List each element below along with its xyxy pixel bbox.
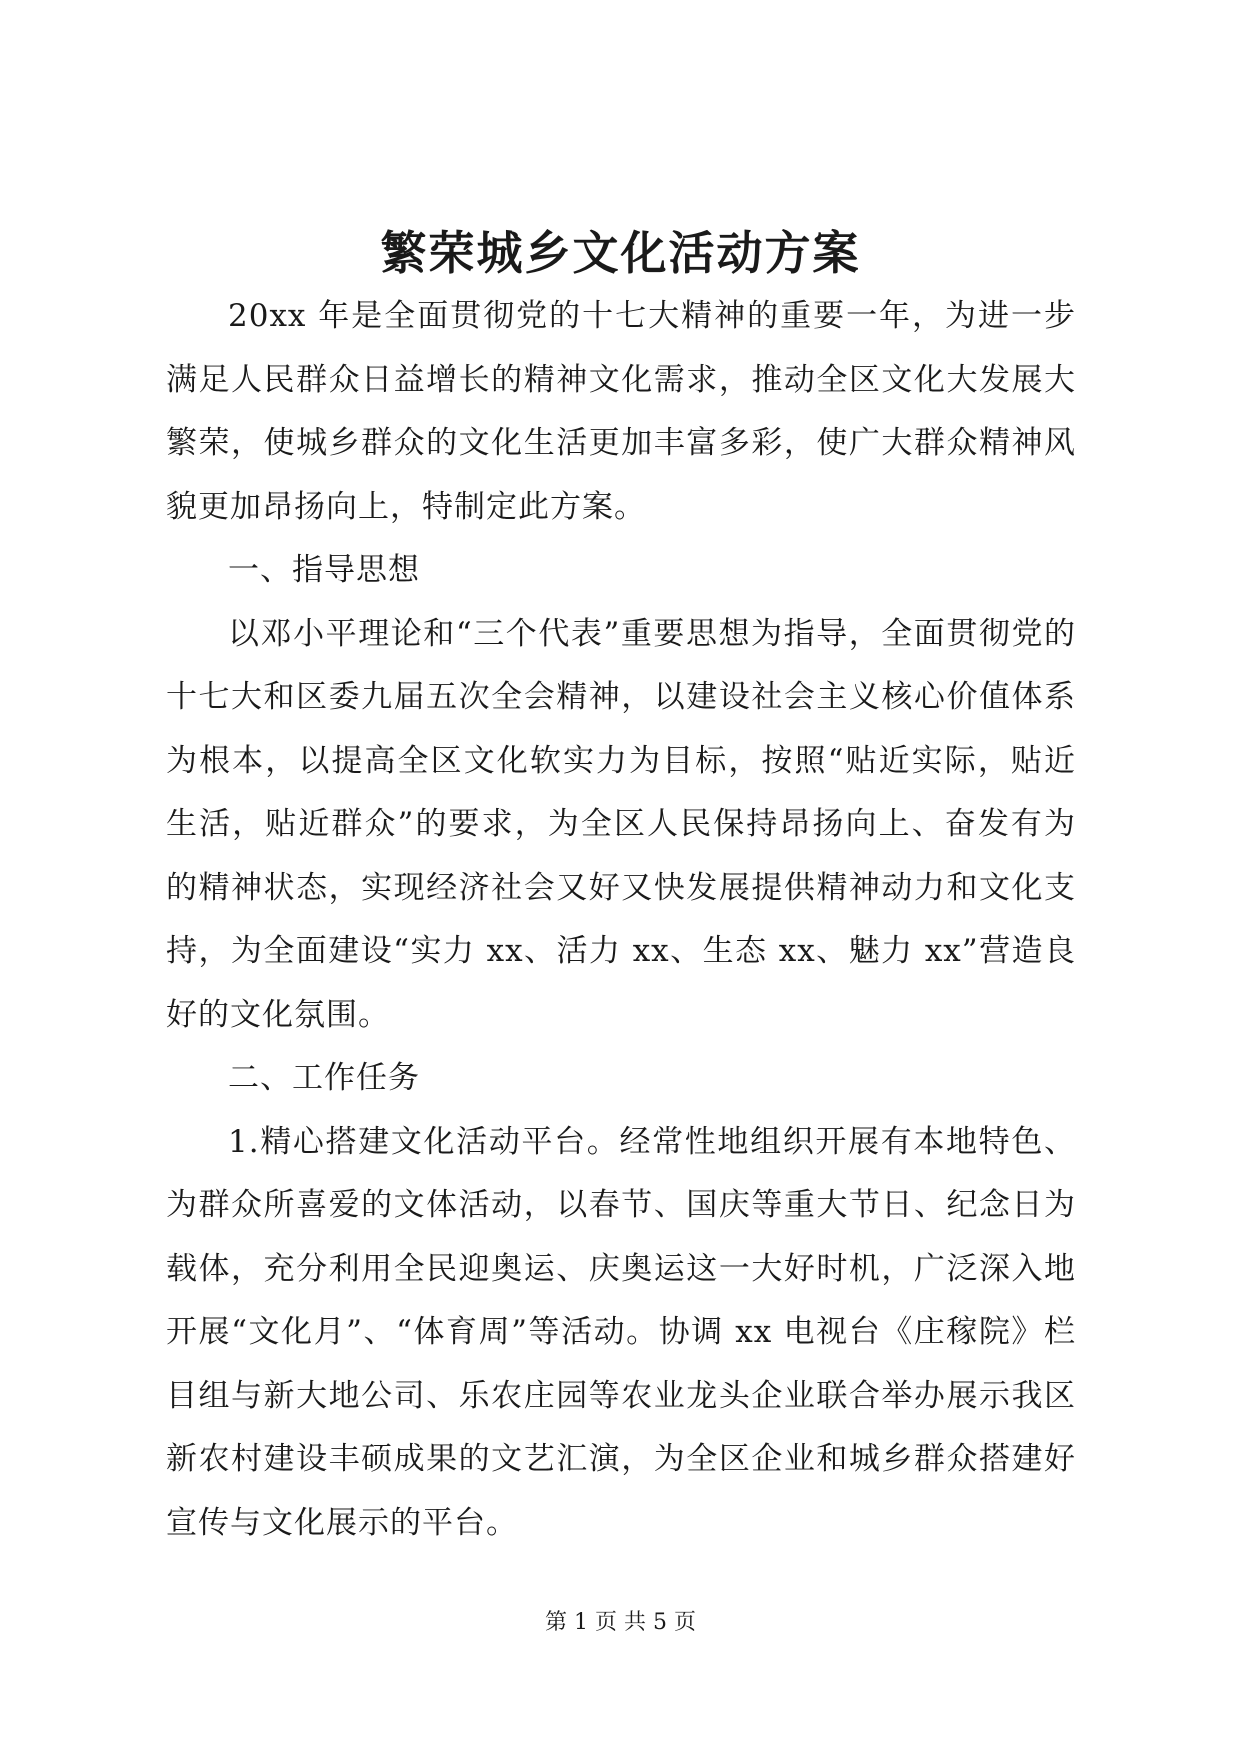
page-footer: 第 1 页 共 5 页: [545, 1610, 696, 1635]
section-heading-work-tasks: 二、工作任务: [228, 1060, 420, 1096]
document-title: 繁荣城乡文化活动方案: [380, 226, 861, 280]
paragraph-task-1: 1.精心搭建文化活动平台。经常性地组织开展有本地特色、为群众所喜爱的文体活动，以春节、国庆等重大节日、纪念日为载体，充分利用全民迎奥运、庆奥运这一大好时机，广泛深入地开展“文化月”、“体育周”等活动。协调 xx 电视台《庄稼院》栏目组与新大地公司、乐农庄园等农业龙头企业联合举办展示我区新农村建设丰硕成果的文艺汇演，为全区企业和城乡群众搭建好宣传与文化展示的平台。: [166, 1123, 1076, 1541]
section-heading-guiding-ideology: 一、指导思想: [228, 552, 420, 588]
paragraph-guiding-ideology: 以邓小平理论和“三个代表”重要思想为指导，全面贯彻党的十七大和区委九届五次全会精神，以建设社会主义核心价值体系为根本，以提高全区文化软实力为目标，按照“贴近实际，贴近生活，贴近群众”的要求，为全区人民保持昂扬向上、奋发有为的精神状态，实现经济社会又好又快发展提供精神动力和文化支持，为全面建设“实力 xx、活力 xx、生态 xx、魅力 xx”营造良好的文化氛围。: [166, 615, 1076, 1033]
document-body: [166, 285, 1076, 1555]
paragraph-intro: 20xx 年是全面贯彻党的十七大精神的重要一年，为进一步满足人民群众日益增长的精神文化需求，推动全区文化大发展大繁荣，使城乡群众的文化生活更加丰富多彩，使广大群众精神风貌更加昂扬向上，特制定此方案。: [166, 298, 1076, 525]
